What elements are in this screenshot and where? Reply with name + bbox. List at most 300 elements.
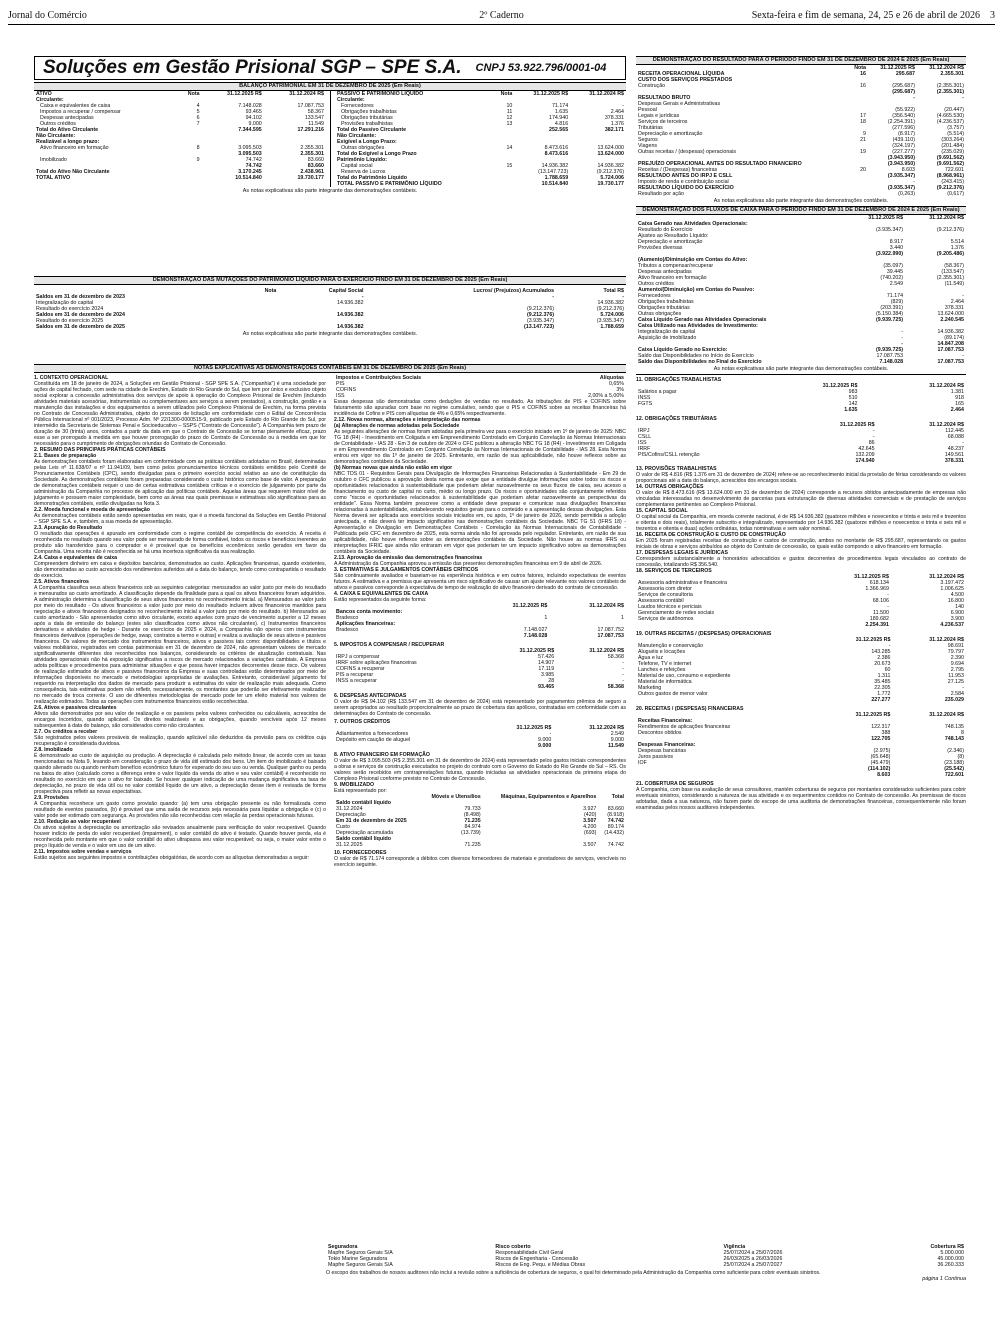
table-cell: 45.000.000 [937,1256,964,1262]
table-cell: 122.317 [871,724,891,730]
table-cell: Serviços de consultoria [638,592,693,598]
table-cell: 3.197.472 [940,580,964,586]
table-cell: Despesas Gerais e Administrativas [638,101,721,107]
table-row [636,772,966,778]
table-cell: 2.549 [610,731,624,737]
note6-text: O valor de R$ 94.102 (R$ 133.547 em 31 de dezembro de 2024) está representado por pagamentos prêmios de seguro a serem apropriados ao resultado proporcionalmente ao prazo de cobertura das apólices, contratadas em conformidade com as determinações do Contrato de concessão. [334,699,626,717]
table-cell: 2.464 [950,299,964,305]
table-cell: - [962,353,964,359]
table-cell: 510 [848,395,858,401]
table-cell: 68.088 [947,434,964,440]
table-cell: 2.254.391 [865,622,889,628]
table-cell: 93.465 [245,109,262,115]
table-cell: 618.134 [869,580,889,586]
dfc-table [636,215,966,365]
table-cell: 35.485 [874,679,891,685]
note8-heading: 8. ATIVO FINANCEIRO EM FORMAÇÃO [334,752,430,758]
table-cell: Despesas bancárias [638,748,686,754]
table-cell: Depósito em caução de aluguel [336,737,411,743]
table-cell: 17.087.753 [876,353,904,359]
note-mid-heading: 2.13. Aprovação da emissão das demonstrações financeiras [334,555,483,561]
table-cell: 9.000 [538,743,552,749]
table-cell: Obrigações tributárias [341,115,393,121]
table-cell: 252.565 [549,127,569,133]
table-cell: 31.12.2024 R$ [929,637,964,643]
table-cell: Outras obrigações [341,145,385,151]
note9-text: Está representado por: [334,788,387,794]
note-left-heading: 2.5. Ativos financeiros [34,579,89,585]
table-cell [243,324,278,330]
table-cell [636,772,819,778]
table-cell: - [901,341,904,347]
table-cell [334,633,473,639]
table-cell: Impostos e Contribuições Sociais [336,375,422,381]
table-cell: Nota [500,91,513,97]
table-cell: 74.742 [607,842,624,848]
table-cell: CUSTO DOS SERVIÇOS PRESTADOS [638,77,733,83]
note20-heading: 20. RECEITAS / (DESPESAS) FINANCEIRAS [636,706,744,712]
note-left-text: É demonstrado ao custo de aquisição ou produção. A depreciação é calculada pelo método linear, de acordo com as taxas mencionadas na Nota 9, levando em consideração o prazo de vida útil estimado dos bens. Um item do imobilizado é baixado quando alienado ou quando nenhum benefício econômico futuro for esperado do seu uso ou venda. Qualquer ganho ou perda na baixa do ativo (calculado como a diferença entre o valor líquido da venda do ativo e seu valor contábil) é reconhecido no resultado no exercício em que o ativo for baixado. Se houver qualquer indicação de uma mudança significativa na taxa de depreciação, no prazo de vida útil ou no valor contábil líquido de um ativo, a depreciação desse item é revisada de forma prospectiva para refletir as novas expectativas. [34,753,326,795]
note-mid-text: A Administração da Companhia aprovou a emissão das presentes demonstrações financeiras em 9 de abril de 2026. [334,561,603,567]
table-cell: (65.648) [870,754,891,760]
note-mid-text: As seguintes alterações de normas foram adotadas pela primeira vez para o exercício iniciado em 1º de janeiro de 2025: NBC TG 18 (R4) - Investimento em Coligada e em Empreendimento Controlado em Conjunto Correlação às Normas Internacionais de Contabilidade - IAS 28 - Em 3 de outubro de 2024 o CFC publicou a alteração NBC TG 18 (R4) - Investimento em Coligada e em Empreendimento Controlado em Conjunto Correlação às Normas Internacionais de Contabilidade - IAS 28. Esta Norma entrou em vigor no dia 1º de janeiro de 2025. Entretanto, em razão de sua aplicabilidade, não houve reflexos sobre as demonstrações contábeis da Sociedade. [334,429,626,465]
table-cell: Lanches e refeições [638,667,686,673]
table-cell: 9.000 [610,737,624,743]
table-cell: 42.645 [858,446,875,452]
table-row [34,175,326,181]
table-cell: 748.143 [944,736,964,742]
table-cell: - [622,678,624,684]
table-cell [636,407,753,413]
table-cell: Nota [854,65,866,71]
table-cell: 31.12.2025 R$ [227,91,262,97]
table-cell: Obrigações trabalhistas [638,299,694,305]
table-cell: Descontos obtidos [638,730,682,736]
table-cell: 17.119 [538,666,555,672]
taxes-table [334,375,626,399]
table-cell: 31.12.2024 R$ [589,725,624,731]
table-cell: 2.464 [610,109,624,115]
table-cell: Integralização do capital [36,300,94,306]
table-cell [636,458,787,464]
table-cell: 17.087.752 [597,627,624,633]
table-cell: 71.235 [464,818,481,824]
note18-heading: 18. SERVIÇOS DE TERCEIROS [636,568,712,574]
table-cell: (5.514) [947,131,964,137]
continua-label: página 1 Continua [922,1276,966,1282]
table-cell: ISS [336,393,345,399]
table-cell: IRRF [638,446,651,452]
note17-heading: 17. DESPESAS LEGAIS E JURÍDICAS [636,550,728,556]
table-cell: (3.935.347) [887,173,915,179]
table-cell: 39.445 [886,269,904,275]
table-cell: 31.12.2025 R$ [519,648,555,654]
table-cell: 1.635 [844,407,858,413]
table-cell: Serviços de terceiros [638,119,688,125]
table-cell: 31.12.2024 R$ [929,574,964,580]
table-cell: (5.150.384) [875,311,904,317]
table-cell: Patrimônio Líquido: [337,157,388,163]
table-cell: 57.426 [538,654,555,660]
table-cell: Riscos de Engenharia - Concessão [495,1256,579,1262]
taxrec-table [334,648,626,690]
table-cell: 27.125 [947,679,964,685]
table-cell: 133.547 [304,115,324,121]
table-cell: 5 [196,109,200,115]
table-cell: - [888,643,891,649]
table-cell: 71.174 [551,103,569,109]
table-row [636,191,966,197]
note-left-text: As demonstrações contábeis estão sendo apresentadas em reais, que é a moeda funcional da Soluções em Gestão Prisional – SGP SPE S.A. e, também, a sua moeda de apresentação. [34,513,326,525]
table-cell: 31.12.2025 R$ [822,383,858,389]
table-cell: (13.147.723) [538,169,569,175]
table-cell: 1.006.625 [940,586,964,592]
table-cell: 4 [196,103,200,109]
dre-footnote: As notas explicativas são parte integrante das demonstrações contábeis. [713,198,889,204]
dmpl-table [34,288,626,330]
table-cell: Saldo contábil líquido [336,836,392,842]
table-cell: 17 [860,113,866,119]
table-cell: (3.943.950) [887,155,915,161]
table-cell: 28 [548,678,555,684]
table-cell: 3.170.245 [238,169,262,175]
table-cell: 9 [863,131,866,137]
table-cell: Água e luz [638,655,664,661]
liabilities-table [335,91,626,187]
table-cell: Obrigações tributárias [638,305,690,311]
table-cell: Resultado do exercício 2024 [36,306,104,312]
insurance-section [326,1244,966,1282]
table-cell: 1 [544,615,548,621]
table-cell: (324.197) [892,143,915,149]
table-cell: 2.240.545 [940,317,964,323]
table-cell: 17.291.216 [297,127,324,133]
table-cell: Alíquotas [599,375,624,381]
table-cell: 174.940 [855,458,875,464]
table-cell: 68.106 [872,598,889,604]
table-cell [334,684,486,690]
table-cell: 8.917 [889,239,904,245]
note5-heading: 5. IMPOSTOS A COMPENSAR / RECUPERAR [334,642,445,648]
table-cell: Responsabilidade Civil Geral [495,1250,564,1256]
table-cell: (9.939.725) [875,347,904,353]
table-cell: 20 [860,167,866,173]
assets-table [34,91,326,181]
table-cell: Aluguéis e locações [638,649,686,655]
table-cell: Material de uso, consumo e expediente [638,673,731,679]
table-cell: 83.660 [307,163,324,169]
fixed-table [334,794,626,848]
table-cell: Máquinas, Equipamentos e Aparelhos [500,794,597,800]
table-cell: 21 [860,137,866,143]
table-cell: INSS [638,395,651,401]
table-cell: 74.742 [245,157,262,163]
table-cell: (2.355.301) [936,89,964,95]
table-cell: Outros gastos de menor valor [638,691,708,697]
note14-text: O valor de R$ 8.473.616 (R$ 13.624.000 em 31 de dezembro de 2024) corresponde a recursos obtidos antecipadamente de empresas não vinculadas interessadas no desenvolvimento de parcerias para estruturação de diversas atividades comerciais e de prestação de serviços complementares pertinentes ao Complexo Prisional. [636,490,966,508]
table-cell: 14 [506,145,513,151]
table-cell: 36.260.333 [937,1262,964,1268]
company-cnpj: CNPJ 53.922.796/0001-04 [475,62,607,74]
note-left-heading: 2.3. Apuração do Resultado [34,525,103,531]
table-cell: (2.355.301) [936,83,964,89]
table-cell: Imobilizado [40,157,67,163]
table-cell: 722.601 [944,167,964,173]
table-cell: (23.188) [944,760,964,766]
table-cell: 83.660 [607,806,624,812]
table-cell: 7 [196,121,200,127]
table-cell: (4.236.537) [936,119,964,125]
table-cell [848,191,868,197]
table-cell: 1.788.659 [600,324,624,330]
insurance-table [326,1244,966,1268]
table-cell: (3.757) [947,125,964,131]
table-cell: 11 [506,109,513,115]
table-cell: (89.174) [944,335,964,341]
note-mid-text: Essas despesas são demonstradas como deduções de vendas no resultado. As tributações de PIS e COFINS sobre faturamento são apuradas com base no regime cumulativo, sendo que o PIS e COFINS sobre as receitas financeiras há incidência de Cofins e PIS com alíquotas de 4% e 0,65% respectivamente. [334,399,626,417]
table-cell: - [901,335,904,341]
table-cell: 17.087.753 [937,359,964,365]
table-cell: 17.087.753 [937,347,964,353]
note-left-text: Estão sujeitos aos seguintes impostos e contribuições obrigatórias, de acordo com as alíquotas demonstradas a seguir: [34,855,310,861]
table-cell: 14.936.382 [337,312,364,318]
table-cell: (235.029) [941,149,964,155]
table-cell: 2.464 [950,407,964,413]
table-cell: 7.148.028 [523,633,548,639]
table-cell: 94.102 [245,115,262,121]
table-cell: (45.479) [870,760,891,766]
table-cell: 227.277 [871,697,891,703]
table-cell: 31.12.2024 R$ [289,91,324,97]
table-cell: Bradesco [336,627,359,633]
table-cell: Fornecedores [341,103,374,109]
table-cell: 8 [196,145,200,151]
table-cell [636,622,816,628]
table-cell: - [622,294,624,300]
table-cell [492,181,515,187]
table-cell: Provisões diversas [638,245,683,251]
table-cell: 71.235 [464,842,481,848]
table-cell: Mapfre Seguros Gerais S/A [328,1250,393,1256]
table-cell: 86 [868,440,875,446]
table-cell: 17.087.753 [297,103,324,109]
table-cell: 1.376 [950,245,964,251]
table-cell: PASSIVO E PATRIMÔNIO LÍQUIDO [337,91,424,97]
table-cell: 165 [955,401,964,407]
note-left-text: A Companhia classifica seus ativos financeiros sob as seguintes categorias: mensurados ao valor justo por meio do resultado e mensurados ao custo amortizado. A classificação depende da finalidade para a qual os ativos financeiros foram adquiridos. A administração determina a classificação de seus ativos financeiros no reconhecimento inicial. a) Mensurados ao valor justo por meio do resultado - Os ativos financeiros a valor justo por meio do resultado incluem ativos financeiros mantidos para negociação e ativos financeiros designados no reconhecimento inicial a valor justo por meio do resultado. b) Mensurados ao custo amortizado - São apresentados como ativo circulante, exceto aqueles com prazo de vencimento superior a 12 meses após a data de emissão do balanço (estes são classificados como ativos não circulantes). c) Instrumentos financeiros derivativos e atividades de hedge - Durante os exercícios de 2025 e 2024, a Companhia não operou com instrumentos financeiros derivativos (operações de hedge, swap, contratos a termo e outras) e realiza a avaliação de seus ativos e passivos financeiros. Os valores de mercado dos instrumentos financeiros, ativos e passivos tais como: disponibilidades e títulos e valores mobiliários, registrados em contas patrimoniais em 31 de dezembro de 2024, não apresentam valores de mercado significativamente diferentes dos reconhecidos nos balanços, considerando os critérios de atualização contratuais. Nas atividades operacionais não há exposição significativa a riscos de mercado relacionados a variações cambiais. A Empresa adota políticas e procedimentos para administrar situações e que possa haver impactos decorrentes desse risco. Os valores de realização estimados de ativos e passivos financeiros da Empresa e suas controladas estão determinados por meio de informações disponíveis no mercado e metodologias apropriadas de avaliações. Entretanto, considerável julgamento foi requerido na interpretação dos dados de mercado para produzir a estimativa do valor de realização mais adequada. Como consequência, tais estimativas podem não refletir, necessariamente, os montantes que poderão ser efetivamente realizados no mercado de troca corrente. O uso de diferentes metodologias de mercado pode ter um efeito material nos valores de realização estimados. Todas as operações com instrumentos financeiros estão reconhecidas. [34,585,326,705]
table-cell: (295.687) [892,89,915,95]
table-cell: 11.500 [873,610,889,616]
table-cell: 12 [506,115,513,121]
table-cell: 378.331 [944,458,964,464]
table-cell: 5.514 [950,239,964,245]
table-cell: 14.936.382 [337,324,364,330]
table-cell: IRPJ [638,428,650,434]
table-cell: Aumento/(Diminuição) em Contas do Passivo: [638,287,755,293]
table-cell: (420) [584,812,597,818]
table-cell: Resultado por ação [638,191,684,197]
table-row [334,684,626,690]
table-cell: 7.148.027 [523,627,548,633]
table-cell: - [901,329,904,335]
table-cell: CSLL [638,434,652,440]
table-cell: Outros créditos [638,281,674,287]
table-cell: Mapfre Seguros Gerais S/A [328,1262,393,1268]
table-cell: (9.212.376) [936,227,964,233]
table-cell: 918 [955,395,964,401]
table-cell: 13.624.000 [937,311,964,317]
table-cell: (8.918) [607,812,624,818]
notes-heading: NOTAS EXPLICATIVAS ÀS DEMONSTRAÇÕES CONTÁBEIS EM 31 DE DEZEMBRO DE 2025 (Em Reais) [34,364,626,373]
table-cell: 3.440 [889,245,904,251]
table-cell: - [872,434,875,440]
table-cell: (0,617) [947,191,964,197]
table-cell: 149.561 [944,452,964,458]
table-cell: 19 [860,149,866,155]
table-cell: 83.660 [307,157,324,163]
othercred-table [334,725,626,749]
table-cell: Caixa Utilizado nas Atividades de Investimento: [638,323,758,329]
table-cell: Tributos a compensar/recuperar [638,263,714,269]
table-cell: ISS [638,440,647,446]
table-cell [176,175,201,181]
table-cell: 16 [860,71,866,77]
table-cell: Gerenciamento de redes sociais [638,610,714,616]
table-cell: Saldos em 31 de dezembro de 2024 [36,312,125,318]
right-notes [636,374,966,811]
table-cell: (439.110) [892,137,915,143]
dmpl [34,276,626,337]
table-cell: Depreciação acumulada [336,830,394,836]
table-cell: Seguradora [328,1244,358,1250]
table-cell: Fornecedores [638,293,671,299]
note14-heading: 14. OUTRAS OBRIGAÇÕES [636,484,704,490]
table-cell: TOTAL ATIVO [36,175,71,181]
n20-table [636,712,966,778]
table-cell: 31.12.2025 R$ [855,712,891,718]
table-cell: Salários a pagar [638,389,677,395]
table-cell: 5.724.006 [600,175,624,181]
table-cell: 18 [860,119,866,125]
table-cell: 0,65% [608,381,624,387]
table-cell: 11.549 [308,121,324,127]
table-cell: RECEITA OPERACIONAL LÍQUIDA [638,71,725,77]
table-cell: 22.305 [874,685,891,691]
table-cell: Despesas Financeiras: [638,742,696,748]
table-cell: Marketing [638,685,662,691]
table-cell: 79.797 [947,649,964,655]
table-cell: PIS [336,381,345,387]
table-cell: Viagens [638,143,658,149]
table-cell: 31.12.2024 R$ [929,712,964,718]
table-cell: - [361,294,364,300]
table-cell: COFINS [336,387,357,393]
note13-text: O valor de R$ 4.816 (R$ 1.376 em 31 de dezembro de 2024) refere-se ao reconhecimento inicial da provisão de férias considerando os valores proporcionais até a data do balanço, acrescidos dos encargos sociais. [636,472,966,484]
table-cell: (3.943.950) [887,161,915,167]
table-row [636,458,966,464]
table-cell: 25/07/2024 a 25/07/2027 [723,1262,783,1268]
table-cell: 122.705 [871,736,891,742]
note13-heading: 13. PROVISÕES TRABALHISTAS [636,466,717,472]
n18-table [636,574,966,628]
table-cell: (2.346) [947,748,964,754]
issue-date: Sexta-feira e fim de semana, 24, 25 e 26 de abril de 2026 3 [751,9,995,21]
table-cell: Adiantamentos a fornecedores [336,731,409,737]
table-cell: 378.331 [944,305,964,311]
table-cell: (8.968.961) [936,173,964,179]
note-mid-text: NBC TDS 01 - Requisitos Gerais para Divulgação de Informações Financeiras Relacionadas à Sustentabilidade - Em 29 de outubro o CFC publicou a aprovação desta norma que exige que a entidade divulgue informações sobre todos os riscos e oportunidades relacionados à sustentabilidade que poderiam afetar razoavelmente os seus fluxos de caixa, seu acesso a financiamento ou custo de capital no curto, médio ou longo prazo. Os riscos e oportunidades são conjuntamente referidos como "riscos e oportunidades relacionados à sustentabilidade que poderiam afetar razoavelmente as perspectivas da entidade". Essa Norma também prescreve como a entidade deve preparar e comunicar suas divulgações financeiras relacionadas à sustentabilidade, estabelecendo requisitos gerais para o conteúdo e a apresentação dessas divulgações. Esta Norma deverá ser aplicada aos exercícios sociais iniciados em, ou após, 1º de janeiro de 2026, sendo permitida a adoção antecipada, e não deverá ter impacto significativo nas demonstrações contábeis da Sociedade. NBC TG 51 (IFRS 18) - Apresentação e Divulgação em Demonstrações Contábeis - Correlação às Normas Internacionais de Contabilidade - Publicada pelo CFC em dezembro de 2025, esta norma ainda não foi aprovada pelo regulador. Entretanto, em razão de sua aplicabilidade, não houve reflexos sobre as demonstrações contábeis da Sociedade. Não houve as normas IFRS ou interpretações IFRIC que ainda não entraram em vigor que poderiam ter um impacto significativo sobre as demonstrações contábeis da Sociedade. [334,471,626,555]
table-cell: - [622,660,624,666]
table-cell: Total [611,794,624,800]
table-cell: 31.12.2025 R$ [533,91,569,97]
table-cell: Obrigações trabalhistas [341,109,397,115]
note12-heading: 12. OBRIGAÇÕES TRIBUTÁRIAS [636,416,717,422]
table-cell: 378.331 [604,115,624,121]
table-cell: 93.465 [538,684,555,690]
table-cell: 7.148.028 [879,359,904,365]
table-cell: 14.847.208 [937,341,964,347]
note-left-text: Constituída em 18 de janeiro de 2024, a Soluções em Gestão Prisional - SGP SPE S.A. ("Companhia") é uma sociedade por ações de capital fechado, com sede na cidade de Erechim, Estado do Rio Grande do Sul, que tem por único e exclusivo objeto social explorar a concessão administrativa dos serviços de apoio à operação do Complexo Prisional de Erechim (incluindo atividades materiais acessórias, instrumentais ou complementares aos serviços a serem prestados), a construção, gestão e a manutenção das instalações e dos equipamentos a serem utilizados pelo Complexo Prisional de Erechim, na forma prevista no Contrato de Concessão Administrativa, objeto do processo de licitação em conformidade com o Edital de Concorrência Pública Internacional nº 001/2023, Processo Adm. Nº 22/1300-0000515-9, publicado pelo Estado do Rio Grande do Sul, por intermédio da Secretaria de Sistemas Penal e Socioeducativo – SSPS ("Contrato de Concessão"). A Companhia tem prazo de duração de 30 (trinta) anos, contados a partir da data em que o Contrato de Concessão se tornar plenamente eficaz, prazo esse a ser prorrogado à medida em que houver prorrogação do prazo do Contrato de Concessão ou à medida em que for necessário para o cumprimento de obrigações oriundas do Contrato de Concessão. [34,381,326,447]
table-cell: PIS/Cofins/CSLL retenção [638,452,700,458]
table-cell: Riscos de Eng. Pequ. e Médias Obras [495,1262,586,1268]
table-cell: Capital social [341,163,373,169]
table-cell: Circulante: [337,97,365,103]
table-cell: 1.311 [877,673,891,679]
table-cell: 11.549 [608,743,624,749]
note-mid-text: São continuamente avaliados e baseiam-se na experiência histórica e em outros fatores, incluindo expectativas de eventos futuros. A estimativa e a premissa que apresenta um risco significativo de causar um ajuste relevante nos valores contábeis de ativos e passivos corresponde à expectativa de tempo de realização do ativo financeiro derivado do contrato de concessão. [334,573,626,591]
table-cell: 19.730.177 [597,181,624,187]
table-cell: (8.498) [463,812,481,818]
table-cell: 31.12.2024 [336,806,363,812]
table-cell: (Aumento)/Diminuição em Contas do Ativo: [638,257,748,263]
note-left-heading: 2.7. Os créditos a receber [34,729,98,735]
table-cell: 7.344.595 [238,127,262,133]
table-cell: (9.212.376) [596,169,624,175]
dmpl-footnote: As notas explicativas são parte integrante das demonstrações contábeis. [242,331,418,337]
table-cell: 74.742 [245,163,262,169]
table-cell: 58.368 [607,684,624,690]
table-cell: (114.102) [867,766,891,772]
note16-heading: 16. RECEITA DE CONSTRUÇÃO E CUSTO DE CONSTRUÇÃO [636,532,786,538]
table-cell: (693) [584,830,597,836]
table-cell: 3.507 [583,842,597,848]
note11-heading: 11. OBRIGAÇÕES TRABALHISTAS [636,377,722,383]
table-cell: 3% [616,387,624,393]
table-row [636,359,966,365]
table-cell: 983 [848,389,858,395]
table-cell: 31.12.2025 R$ [854,574,889,580]
table-cell: Depreciação e amortização [638,239,703,245]
balance-sheet [34,82,626,194]
table-cell: Vigência [723,1244,746,1250]
table-cell: Caixa Gerado nas Atividades Operacionais: [638,221,748,227]
note-mid-heading: 3. ESTIMATIVAS E JULGAMENTOS CONTÁBEIS CRÍTICOS [334,567,479,573]
table-cell: 31.12.2025 R$ [868,215,904,221]
note7-heading: 7. OUTROS CRÉDITOS [334,719,391,725]
table-cell: RESULTADO LÍQUIDO DO EXERCÍCIO [638,185,734,191]
table-cell: 722.601 [944,772,964,778]
table-row [636,407,966,413]
table-cell [636,697,819,703]
table-cell: 2.390 [950,655,964,661]
table-cell: IRRF sobre aplicações financeiras [336,660,417,666]
table-cell: 84.974 [464,824,481,830]
table-cell: Em 31 de dezembro de 2025 [336,818,407,824]
table-cell: 2,00% a 5,00% [588,393,624,399]
table-cell: (3.935.347) [887,185,915,191]
note21-heading: 21. COBERTURA DE SEGUROS [636,781,714,787]
table-cell: (203.391) [880,305,904,311]
